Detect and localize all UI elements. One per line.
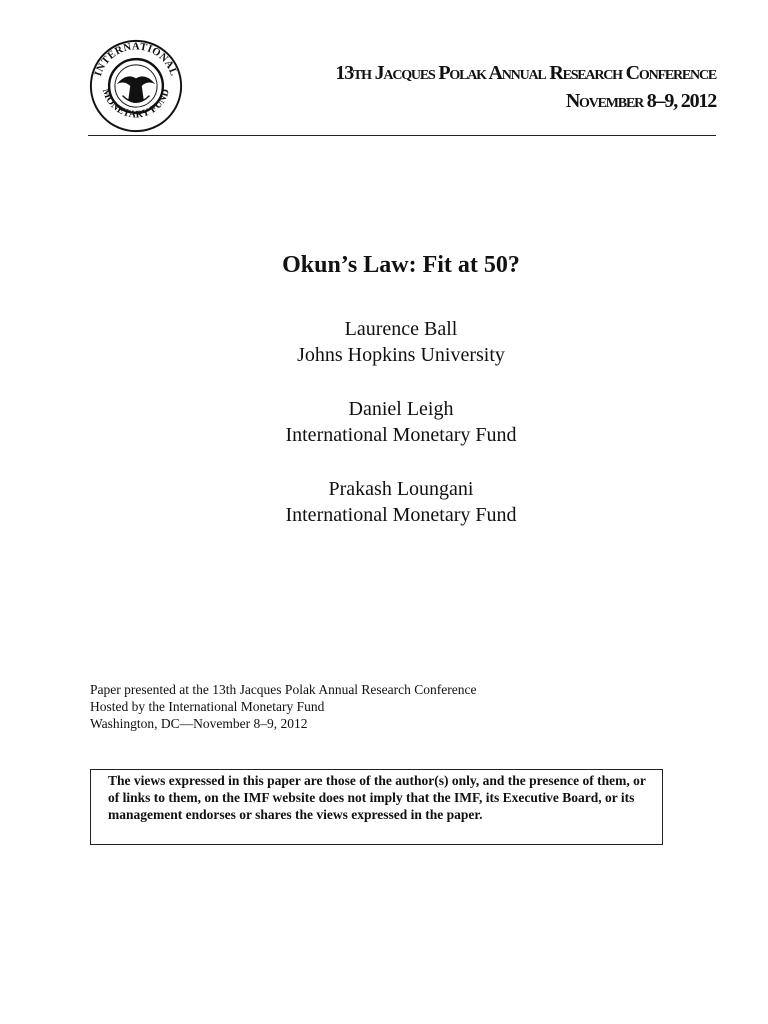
presentation-line: Hosted by the International Monetary Fund bbox=[90, 699, 325, 714]
imf-seal-logo bbox=[88, 38, 184, 134]
header-divider bbox=[88, 135, 716, 136]
author-list bbox=[0, 316, 768, 556]
presentation-line: Paper presented at the 13th Jacques Polak Annual Research Conference bbox=[90, 682, 477, 697]
author-name: Laurence Ball bbox=[344, 318, 458, 340]
svg-text:INTERNATIONAL: INTERNATIONAL bbox=[93, 41, 179, 78]
author-affiliation: Johns Hopkins University bbox=[297, 344, 505, 366]
author-block bbox=[0, 476, 768, 528]
conference-title: 13th Jacques Polak Annual Research Conference bbox=[335, 62, 716, 84]
author-block bbox=[0, 316, 768, 368]
author-affiliation: International Monetary Fund bbox=[285, 424, 517, 446]
svg-text:MONETARY FUND: MONETARY FUND bbox=[99, 87, 173, 121]
disclaimer-text: The views expressed in this paper are those of the author(s) only, and the presence of them, or of links to them, on the IMF website does not imply that the IMF, its Executive Board, or its management endorses or shares the views expressed in the paper. bbox=[108, 773, 646, 822]
author-block bbox=[0, 396, 768, 448]
conference-header bbox=[335, 60, 716, 114]
author-affiliation: International Monetary Fund bbox=[285, 504, 517, 526]
presentation-note bbox=[90, 681, 477, 732]
disclaimer-box bbox=[90, 769, 663, 845]
conference-date: November 8–9, 2012 bbox=[565, 90, 716, 112]
paper-title: Okun’s Law: Fit at 50? bbox=[282, 252, 520, 278]
author-name: Daniel Leigh bbox=[348, 398, 454, 420]
presentation-line: Washington, DC—November 8–9, 2012 bbox=[90, 716, 308, 731]
author-name: Prakash Loungani bbox=[328, 478, 474, 500]
